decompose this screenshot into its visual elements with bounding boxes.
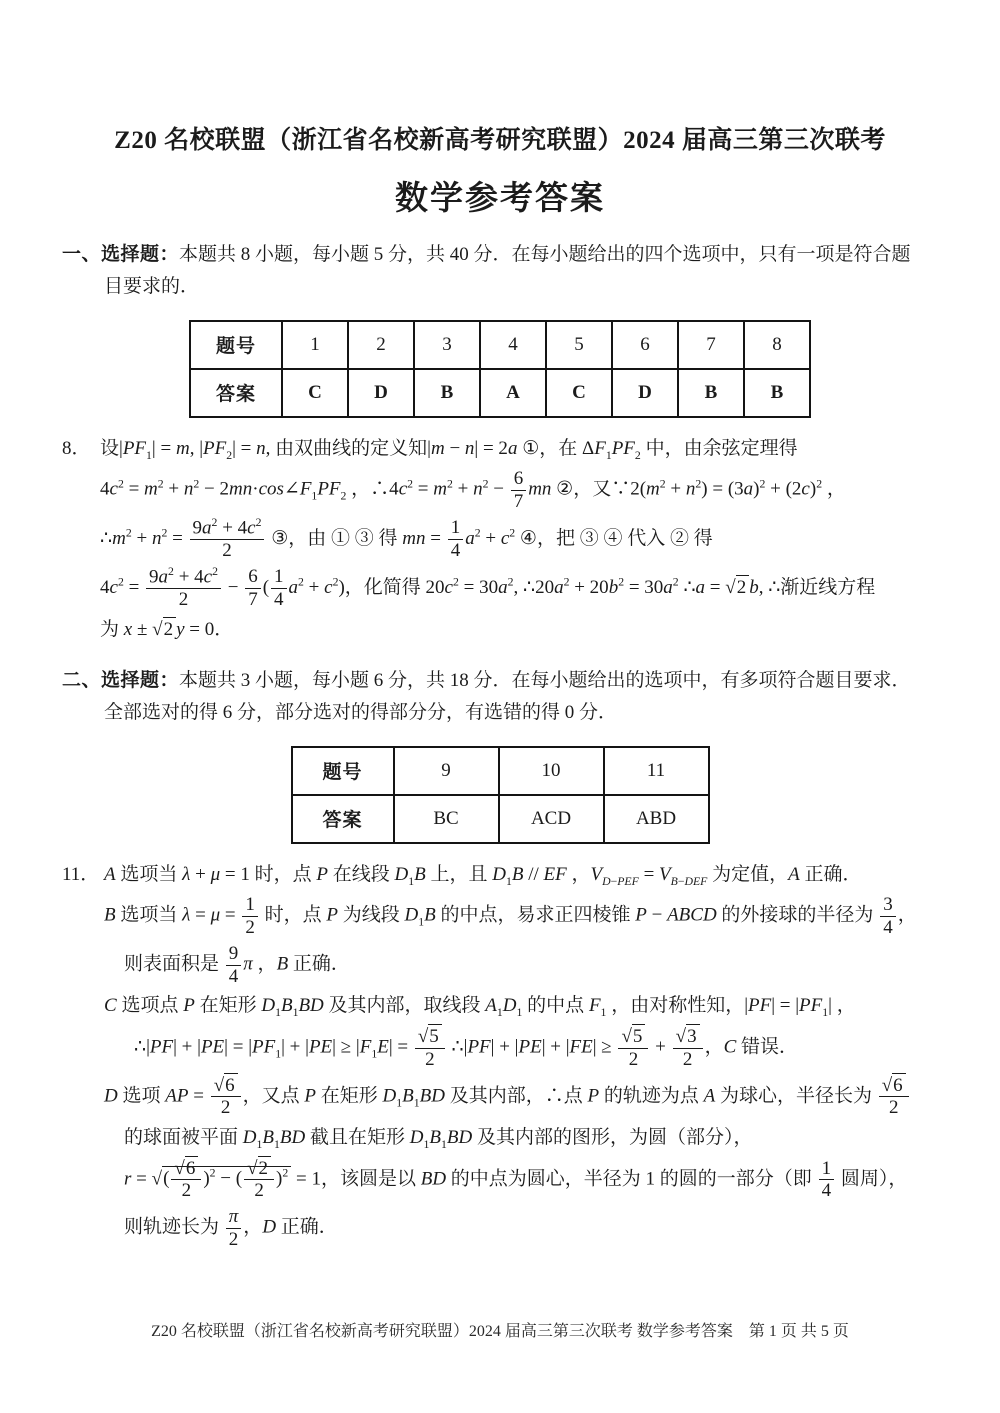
table1-qnum: 3 — [414, 321, 480, 369]
table-row — [190, 321, 810, 369]
math-line: 则表面积是 $\frac{9}{4}$ π ，B 正确． — [124, 942, 350, 987]
table1-answer: C — [546, 369, 612, 417]
table2-qnum-header: 题号 — [292, 747, 394, 795]
math-line: 则轨迹长为 $\frac{\pi}{2}$ ，D 正确． — [124, 1206, 338, 1251]
math-line: 的球面被平面 $D_1B_1BD$ 截且在矩形 $D_1B_1BD$ 及其内部的图形，为圆（部分）， — [124, 1127, 753, 1152]
page-subtitle: 数学参考答案 — [395, 181, 605, 217]
table1-answer: B — [414, 369, 480, 417]
table1-qnum: 4 — [480, 321, 546, 369]
table-row — [292, 747, 709, 795]
math-content: A 选项当 λ + μ = 1 时，点 P 在线段 $D_1B$ 上，且 $D_1B$ // EF ，$V_{D-PEF} = V_{B-DEF}$ 为定值，A 正确． — [104, 863, 862, 888]
math-line — [62, 434, 938, 464]
math-line: $4c^2$ = $\frac{9a^2 + 4c^2}{2}$ − $\frac{6}{7}$ ( $\frac{1}{4}$ $a^2 + c^2$)，化简得 $20c^2 = 30a^2$, $\therefore 20a^2 + 20b^2 = 30a^2$ ∴a = √2 b, ∴渐近线方程 — [100, 564, 876, 610]
problem-11-solution — [62, 860, 938, 1251]
table2-answer: ACD — [499, 795, 604, 843]
math-line: ∴|PF| + $|PE| = |PF_1| + |PE| \ge |F_1E|$ = $\frac{√5}{2}$ ∴|PF| + |PE| + |FE| ≥ $\frac{√5}{2}$ + $\frac{√3}{2}$ ，C 错误． — [134, 1025, 799, 1070]
table2-qnum: 9 — [394, 747, 499, 795]
math-line: r = √( $\frac{√6}{2}$ )$^2$ − ( $\frac{√2}{2}$ )$^2$ = 1，该圆是以 BD 的中点为圆心，半径为 1 的圆的一部分（即 $\frac{1}{4}$ 圆周）， — [124, 1157, 908, 1202]
math-line — [62, 860, 938, 890]
math-line: B 选项当 λ = μ = $\frac{1}{2}$ 时，点 P 为线段 $D_1B$ 的中点，易求正四棱锥 P − ABCD 的外接球的半径为 $\frac{3}{4}$ ， — [104, 894, 917, 938]
table1-qnum: 1 — [282, 321, 348, 369]
table1-answer: D — [348, 369, 414, 417]
page-title: Z20 名校联盟（浙江省名校新高考研究联盟）2024 届高三第三次联考 — [114, 127, 886, 154]
math-line: $\therefore m^2 + n^2$ = $\frac{9a^2 + 4c^2}{2}$ ③，由 ① ③ 得 mn = $\frac{1}{4}$ $a^2 + c^2$ ④，把 ③ ④ 代入 ② 得 — [100, 515, 713, 561]
answer-table-choice-9-11 — [291, 746, 710, 844]
math-line: $4c^2 = m^2 + n^2$ − $2mn\cdot\cos\angle F_1PF_2$ ，$\therefore 4c^2 = m^2 + n^2$ − $\frac{6}{7}$ mn ②，又$\because 2(m^2 + n^2) = (3a)^2 + (2c)^2$ ， — [100, 467, 846, 512]
section1-label: 一、选择题： — [62, 244, 180, 265]
table1-answer: D — [612, 369, 678, 417]
table1-answer: B — [744, 369, 810, 417]
table1-answer: A — [480, 369, 546, 417]
table1-qnum-header: 题号 — [190, 321, 282, 369]
table-row — [292, 795, 709, 843]
table1-qnum: 6 — [612, 321, 678, 369]
table2-qnum: 11 — [604, 747, 709, 795]
table2-answer: BC — [394, 795, 499, 843]
table1-answer: B — [678, 369, 744, 417]
table1-answer: C — [282, 369, 348, 417]
section2-label: 二、选择题： — [62, 670, 180, 692]
section2-desc: 本题共 3 小题，每小题 6 分，共 18 分．在每小题给出的选项中，有多项符合题目要求．全部选对的得 6 分，部分选对的得部分分，有选错的得 0 分． — [104, 670, 911, 724]
problem-number: 11． — [62, 863, 100, 885]
table2-qnum: 10 — [499, 747, 604, 795]
table1-qnum: 8 — [744, 321, 810, 369]
math-line: D 选项 AP = $\frac{√6}{2}$ ，又点 P 在矩形 $D_1B_1BD$ 及其内部，∴点 P 的轨迹为点 A 为球心，半径长为 $\frac{√6}{2}$ — [104, 1075, 938, 1120]
table2-answer: ABD — [604, 795, 709, 843]
answer-table-choice-1-8 — [189, 320, 811, 418]
problem-8-solution — [62, 434, 938, 646]
math-line: 为 x ± √2 y = 0． — [100, 618, 234, 640]
table1-answer-header: 答案 — [190, 369, 282, 417]
table1-qnum: 5 — [546, 321, 612, 369]
table1-qnum: 2 — [348, 321, 414, 369]
table2-answer-header: 答案 — [292, 795, 394, 843]
math-line: C 选项点 P 在矩形 $D_1B_1BD$ 及其内部，取线段 $A_1D_1$ 的中点 $F_1$ ，由对称性知，$|PF| = |PF_1|$ ， — [104, 995, 856, 1020]
section1-desc: 本题共 8 小题，每小题 5 分，共 40 分．在每小题给出的四个选项中，只有一项是符合题目要求的． — [104, 244, 911, 298]
table1-qnum: 7 — [678, 321, 744, 369]
problem-number: 8． — [62, 437, 91, 459]
section2-header — [62, 665, 929, 730]
section1-header — [62, 239, 929, 304]
page-footer: Z20 名校联盟（浙江省名校新高考研究联盟）2024 届高三第三次联考 数学参考答案 第 1 页 共 5 页 — [151, 1323, 849, 1340]
math-content: 设$|PF_1| = m$, $|PF_2| = n$, 由双曲线的定义知|m − n| = 2a ①，在 $\Delta F_1PF_2$ 中，由余弦定理得 — [100, 437, 798, 462]
table-row — [190, 369, 810, 417]
